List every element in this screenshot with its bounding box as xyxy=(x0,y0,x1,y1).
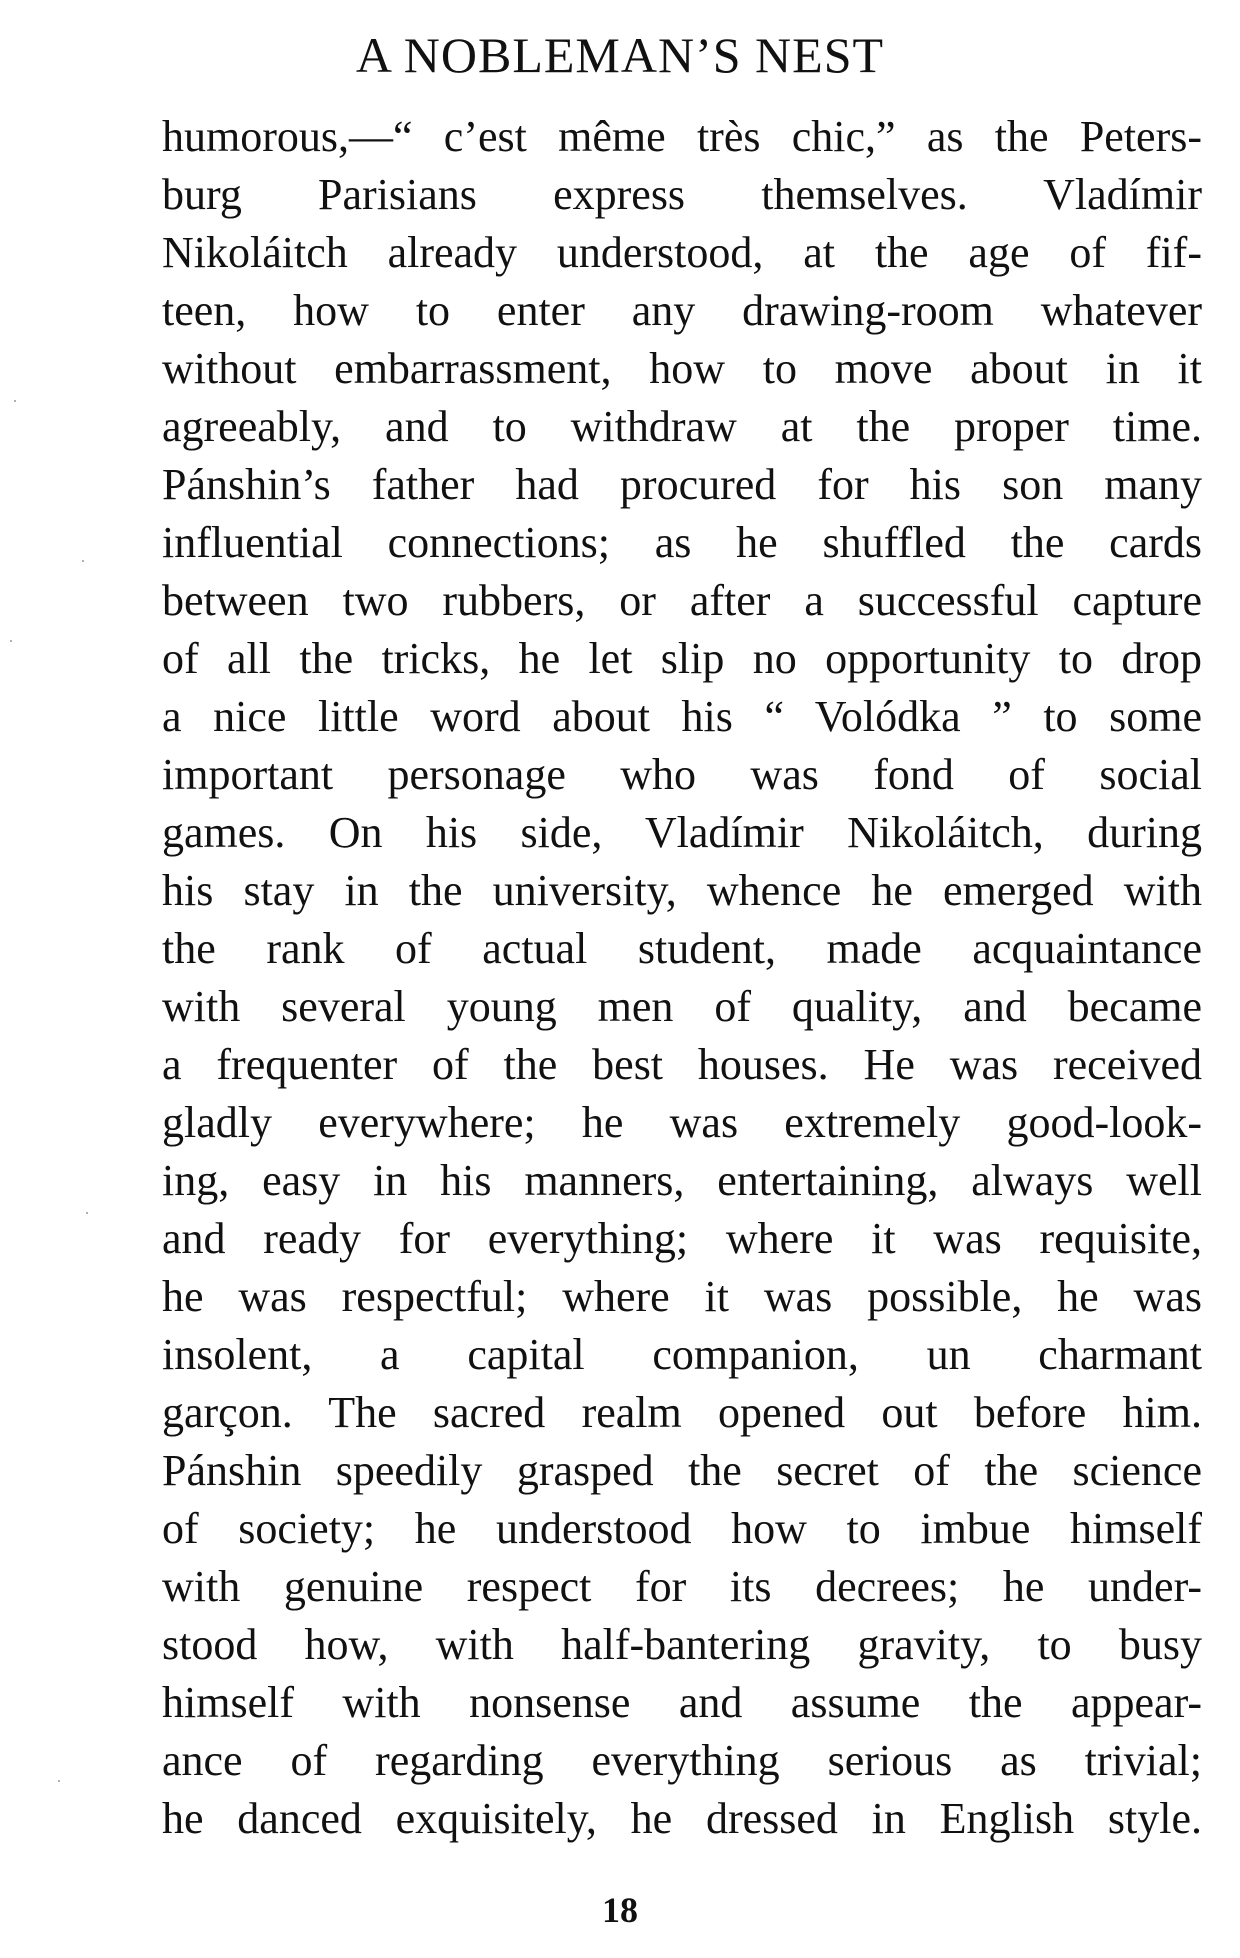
text-line: humorous,—“ c’est même très chic,” as the Peters- xyxy=(162,112,1202,161)
text-line: himself with nonsense and assume the appear- xyxy=(162,1678,1202,1727)
body-text xyxy=(162,108,1202,1848)
text-line: between two rubbers, or after a successful capture xyxy=(162,576,1202,625)
text-line: with genuine respect for its decrees; he under- xyxy=(162,1562,1202,1611)
running-title: A NOBLEMAN’S NEST xyxy=(355,27,885,83)
text-line: and ready for everything; where it was requisite, xyxy=(162,1214,1202,1263)
text-line: without embarrassment, how to move about in it xyxy=(162,344,1202,393)
text-line: garçon. The sacred realm opened out before him. xyxy=(162,1388,1202,1437)
text-line: stood how, with half-bantering gravity, to busy xyxy=(162,1620,1202,1669)
text-line: teen, how to enter any drawing-room whatever xyxy=(162,286,1202,335)
text-line: of society; he understood how to imbue himself xyxy=(162,1504,1202,1553)
text-line: a nice little word about his “ Volódka ” to some xyxy=(162,692,1202,741)
scan-speck xyxy=(58,1780,60,1782)
text-line: of all the tricks, he let slip no opportunity to drop xyxy=(162,634,1202,683)
text-line: the rank of actual student, made acquaintance xyxy=(162,924,1202,973)
text-line: Pánshin speedily grasped the secret of the science xyxy=(162,1446,1202,1495)
text-line: agreeably, and to withdraw at the proper time. xyxy=(162,402,1202,451)
text-line: a frequenter of the best houses. He was received xyxy=(162,1040,1202,1089)
text-line: gladly everywhere; he was extremely good-look- xyxy=(162,1098,1202,1147)
text-line: Nikoláitch already understood, at the age of fif- xyxy=(162,228,1202,277)
scan-speck xyxy=(82,560,84,562)
text-line: he was respectful; where it was possible, he was xyxy=(162,1272,1202,1321)
text-line: important personage who was fond of social xyxy=(162,750,1202,799)
text-line: his stay in the university, whence he emerged with xyxy=(162,866,1202,915)
text-line: ing, easy in his manners, entertaining, always well xyxy=(162,1156,1202,1205)
page-number: 18 xyxy=(602,1890,638,1930)
text-line: ance of regarding everything serious as trivial; xyxy=(162,1736,1202,1785)
scan-speck xyxy=(86,1212,88,1214)
text-line: influential connections; as he shuffled the cards xyxy=(162,518,1202,567)
text-line: Pánshin’s father had procured for his son many xyxy=(162,460,1202,509)
scan-speck xyxy=(14,400,16,402)
scan-speck xyxy=(10,640,12,642)
text-line: insolent, a capital companion, un charmant xyxy=(162,1330,1202,1379)
text-line: games. On his side, Vladímir Nikoláitch, during xyxy=(162,808,1202,857)
text-line: burg Parisians express themselves. Vladímir xyxy=(162,170,1202,219)
text-line: with several young men of quality, and became xyxy=(162,982,1202,1031)
text-line: he danced exquisitely, he dressed in English style. xyxy=(162,1794,1202,1843)
